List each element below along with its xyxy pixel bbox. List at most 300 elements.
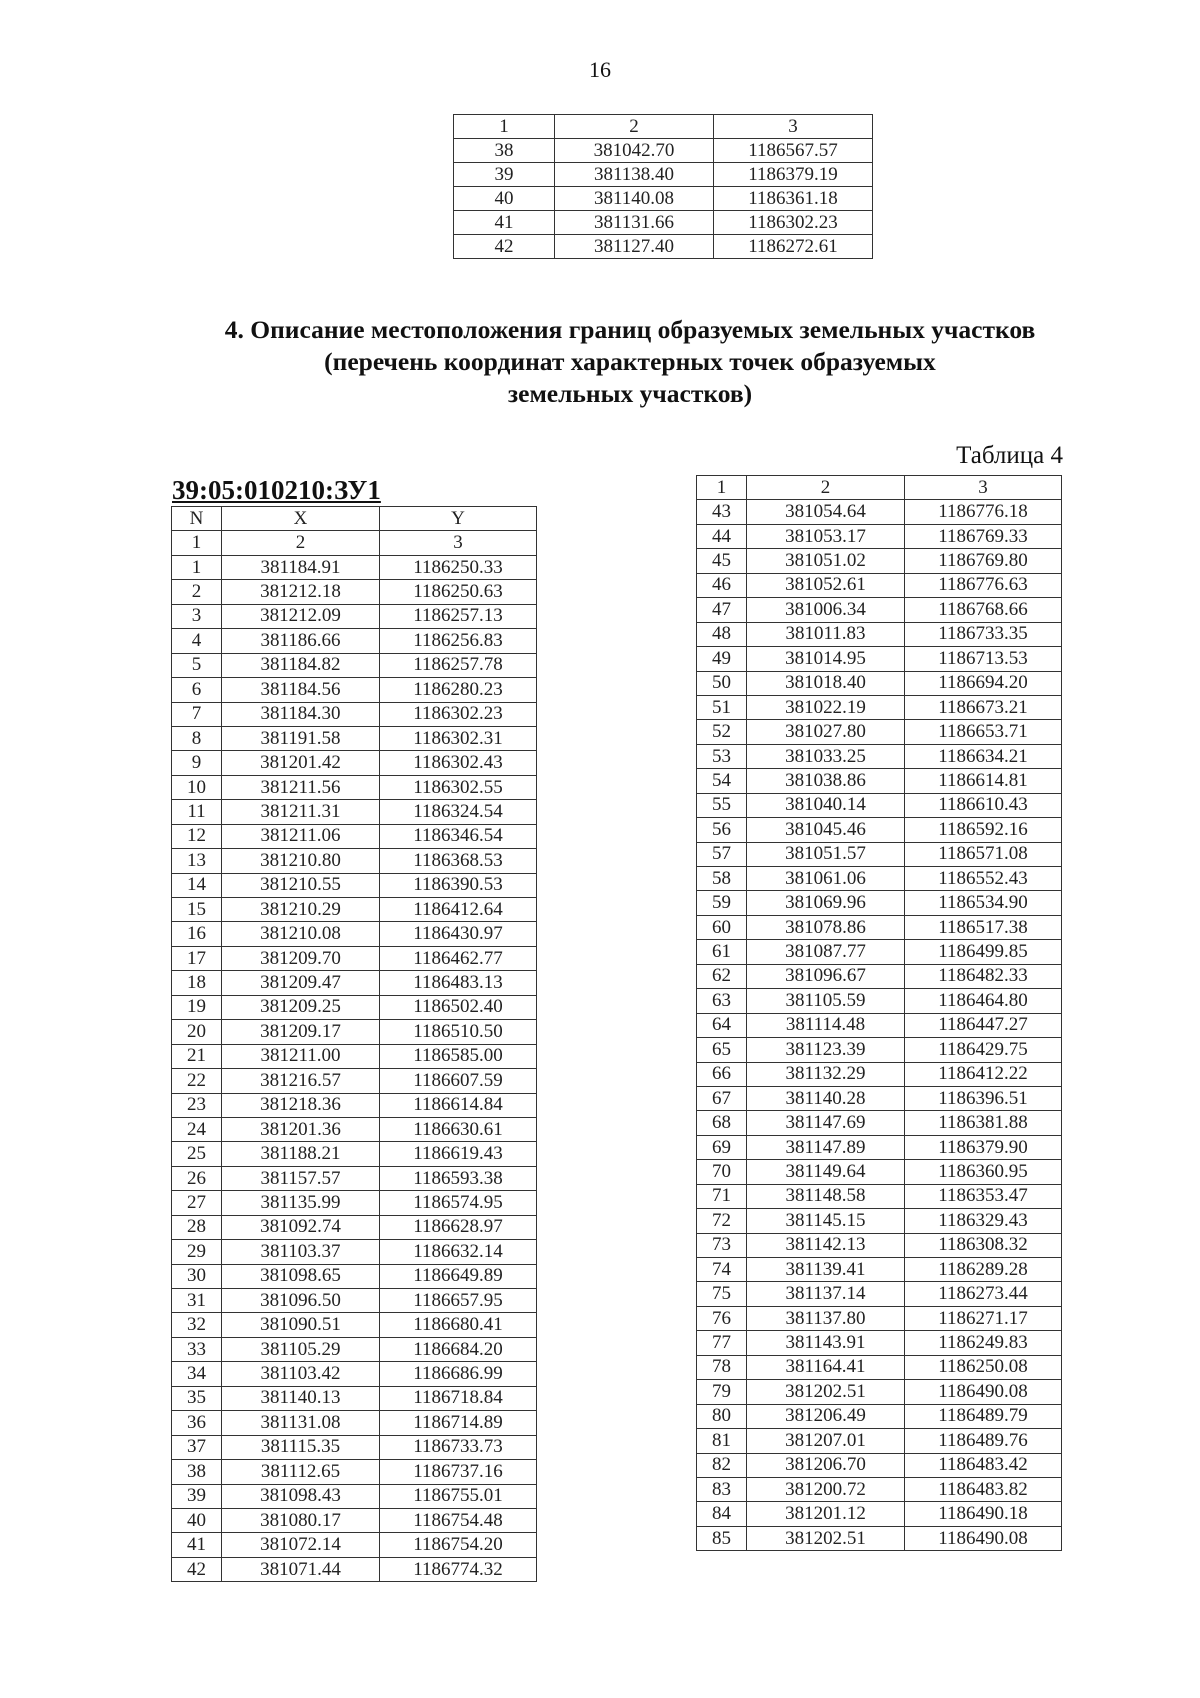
- table-cell: 1186776.63: [905, 573, 1062, 597]
- table-cell: 1186289.28: [905, 1258, 1062, 1282]
- table-row: [172, 1044, 537, 1068]
- table-cell: 40: [454, 187, 555, 211]
- table-row: [697, 989, 1062, 1013]
- table-row: [172, 1533, 537, 1557]
- table-cell: 381014.95: [747, 647, 905, 671]
- table-cell: 381069.96: [747, 891, 905, 915]
- table-row: [697, 1477, 1062, 1501]
- table-row: [697, 671, 1062, 695]
- table-cell: 75: [697, 1282, 747, 1306]
- table-row: [697, 940, 1062, 964]
- table-cell: 1: [697, 476, 747, 500]
- table-row: [697, 1209, 1062, 1233]
- table-row: [697, 1429, 1062, 1453]
- table-row: [697, 1160, 1062, 1184]
- table-cell: 381115.35: [222, 1435, 380, 1459]
- table-cell: 1186737.16: [380, 1460, 537, 1484]
- table-cell: 1186534.90: [905, 891, 1062, 915]
- table-cell: 1186571.08: [905, 842, 1062, 866]
- table-cell: 1186353.47: [905, 1184, 1062, 1208]
- table-cell: 82: [697, 1453, 747, 1477]
- table-cell: 1186769.80: [905, 549, 1062, 573]
- table-cell: 54: [697, 769, 747, 793]
- table-cell: 1186634.21: [905, 744, 1062, 768]
- table-cell: 381216.57: [222, 1069, 380, 1093]
- table-row: [697, 1282, 1062, 1306]
- table-row: [172, 702, 537, 726]
- table-cell: 1186329.43: [905, 1209, 1062, 1233]
- table-row: [697, 891, 1062, 915]
- table-cell: 381033.25: [747, 744, 905, 768]
- table-cell: 381211.31: [222, 800, 380, 824]
- table-cell: 34: [172, 1362, 222, 1386]
- table-cell: 381209.70: [222, 946, 380, 970]
- table-cell: 73: [697, 1233, 747, 1257]
- table-cell: 46: [697, 573, 747, 597]
- table-cell: 1186257.78: [380, 653, 537, 677]
- table-cell: 1186308.32: [905, 1233, 1062, 1257]
- table-cell: 19: [172, 995, 222, 1019]
- table-cell: 381092.74: [222, 1215, 380, 1239]
- table-row: [697, 524, 1062, 548]
- section-heading-line: (перечень координат характерных точек образуемых: [324, 347, 936, 376]
- table-cell: 81: [697, 1429, 747, 1453]
- table-cell: 1186489.79: [905, 1404, 1062, 1428]
- table-row: [697, 1355, 1062, 1379]
- table-row: [697, 1086, 1062, 1110]
- table-cell: 63: [697, 989, 747, 1013]
- table-cell: 29: [172, 1240, 222, 1264]
- table-cell: 49: [697, 647, 747, 671]
- table-cell: 1186346.54: [380, 824, 537, 848]
- table-cell: 79: [697, 1380, 747, 1404]
- table-cell: 57: [697, 842, 747, 866]
- table-cell: 1186490.08: [905, 1526, 1062, 1550]
- table-cell: 80: [697, 1404, 747, 1428]
- table-row: [697, 1135, 1062, 1159]
- table-cell: 36: [172, 1411, 222, 1435]
- table-cell: 381218.36: [222, 1093, 380, 1117]
- table-cell: 39: [172, 1484, 222, 1508]
- table-cell: 381096.67: [747, 964, 905, 988]
- table-cell: 5: [172, 653, 222, 677]
- table-cell: 1186733.73: [380, 1435, 537, 1459]
- table-cell: 381051.02: [747, 549, 905, 573]
- table-cell: 14: [172, 873, 222, 897]
- table-cell: 76: [697, 1306, 747, 1330]
- table-cell: 1186754.20: [380, 1533, 537, 1557]
- table-row: [697, 622, 1062, 646]
- table-cell: 381210.55: [222, 873, 380, 897]
- table-row: [172, 1264, 537, 1288]
- table-cell: 1186610.43: [905, 793, 1062, 817]
- table-cell: 381138.40: [555, 163, 714, 187]
- table-cell: 381103.37: [222, 1240, 380, 1264]
- table-cell: 68: [697, 1111, 747, 1135]
- table-cell: 381051.57: [747, 842, 905, 866]
- table-cell: 26: [172, 1166, 222, 1190]
- table-cell: 6: [172, 678, 222, 702]
- table-cell: 1186714.89: [380, 1411, 537, 1435]
- table-cell: 1186769.33: [905, 524, 1062, 548]
- table-cell: 58: [697, 867, 747, 891]
- table-cell: 1186256.83: [380, 629, 537, 653]
- table-cell: 1186272.61: [714, 235, 873, 259]
- table-cell: 381038.86: [747, 769, 905, 793]
- table-row: [697, 1013, 1062, 1037]
- table-cell: 74: [697, 1258, 747, 1282]
- table-cell: 1186381.88: [905, 1111, 1062, 1135]
- table-cell: 1186684.20: [380, 1337, 537, 1361]
- table-row: [697, 1526, 1062, 1550]
- table-row: [172, 1386, 537, 1410]
- table-cell: 1: [172, 531, 222, 555]
- table-cell: 381148.58: [747, 1184, 905, 1208]
- table-cell: 381201.36: [222, 1117, 380, 1141]
- table-cell: 1186552.43: [905, 867, 1062, 891]
- section-heading: [150, 314, 1110, 410]
- table-cell: 1186396.51: [905, 1086, 1062, 1110]
- table-row: [697, 964, 1062, 988]
- table-cell: 381149.64: [747, 1160, 905, 1184]
- table-cell: 381078.86: [747, 915, 905, 939]
- table-cell: 1186360.95: [905, 1160, 1062, 1184]
- table-cell: 381210.29: [222, 898, 380, 922]
- table-cell: 381147.69: [747, 1111, 905, 1135]
- table-cell: 381191.58: [222, 726, 380, 750]
- table-cell: 1186430.97: [380, 922, 537, 946]
- table-cell: 48: [697, 622, 747, 646]
- table-cell: 1186273.44: [905, 1282, 1062, 1306]
- table-cell: 1186653.71: [905, 720, 1062, 744]
- table-cell: 38: [454, 139, 555, 163]
- table-row: [697, 549, 1062, 573]
- section-heading-line: земельных участков): [507, 379, 753, 408]
- table-row: [172, 1240, 537, 1264]
- table-cell: 67: [697, 1086, 747, 1110]
- table-cell: 1186614.84: [380, 1093, 537, 1117]
- table-row: [172, 775, 537, 799]
- table-row: [172, 1093, 537, 1117]
- table-cell: 381184.56: [222, 678, 380, 702]
- table-cell: 78: [697, 1355, 747, 1379]
- table-cell: 381184.91: [222, 555, 380, 579]
- table-cell: 381080.17: [222, 1508, 380, 1532]
- table-cell: 1186593.38: [380, 1166, 537, 1190]
- table-row: [454, 139, 873, 163]
- table-cell: 1186482.33: [905, 964, 1062, 988]
- table-cell: 381027.80: [747, 720, 905, 744]
- table-row: [697, 744, 1062, 768]
- table-cell: 381105.59: [747, 989, 905, 1013]
- table-cell: 381054.64: [747, 500, 905, 524]
- table-cell: 381188.21: [222, 1142, 380, 1166]
- table-row: [172, 946, 537, 970]
- parcel-id: 39:05:010210:ЗУ1: [172, 475, 381, 505]
- table-cell: 1186412.22: [905, 1062, 1062, 1086]
- table-cell: 381210.80: [222, 849, 380, 873]
- table-cell: 1186447.27: [905, 1013, 1062, 1037]
- table-cell: 2: [172, 580, 222, 604]
- table-cell: 2: [555, 115, 714, 139]
- table-cell: 381186.66: [222, 629, 380, 653]
- table-cell: 70: [697, 1160, 747, 1184]
- table-cell: 1186462.77: [380, 946, 537, 970]
- table-cell: 1186754.48: [380, 1508, 537, 1532]
- table-cell: 62: [697, 964, 747, 988]
- table-cell: 1186390.53: [380, 873, 537, 897]
- table-cell: 1186250.63: [380, 580, 537, 604]
- table-cell: 1186632.14: [380, 1240, 537, 1264]
- table-cell: 41: [454, 211, 555, 235]
- table-cell: 1: [172, 555, 222, 579]
- table-cell: 27: [172, 1191, 222, 1215]
- table-cell: 381184.82: [222, 653, 380, 677]
- table-cell: 3: [714, 115, 873, 139]
- table-cell: 1186412.64: [380, 898, 537, 922]
- table-cell: 10: [172, 775, 222, 799]
- table-cell: 1186271.17: [905, 1306, 1062, 1330]
- table-cell: 42: [172, 1557, 222, 1581]
- table-cell: 85: [697, 1526, 747, 1550]
- table-header-row: [172, 507, 537, 531]
- table-cell: 381052.61: [747, 573, 905, 597]
- parcel-coordinates-table-left: [171, 506, 537, 1582]
- table-cell: 1186713.53: [905, 647, 1062, 671]
- table-cell: 45: [697, 549, 747, 573]
- table-cell: 381140.08: [555, 187, 714, 211]
- table-cell: 381053.17: [747, 524, 905, 548]
- table-cell: 33: [172, 1337, 222, 1361]
- table-cell: 8: [172, 726, 222, 750]
- table-cell: 1186464.80: [905, 989, 1062, 1013]
- table-cell: 381006.34: [747, 598, 905, 622]
- table-cell: 1186614.81: [905, 769, 1062, 793]
- table-row: [172, 1362, 537, 1386]
- table-cell: 32: [172, 1313, 222, 1337]
- table-cell: 1186510.50: [380, 1020, 537, 1044]
- table-cell: 1186429.75: [905, 1038, 1062, 1062]
- table-cell: 381140.28: [747, 1086, 905, 1110]
- table-cell: 381184.30: [222, 702, 380, 726]
- table-cell: 2: [747, 476, 905, 500]
- table-cell: 381139.41: [747, 1258, 905, 1282]
- table-cell: 381209.17: [222, 1020, 380, 1044]
- table-cell: 1186628.97: [380, 1215, 537, 1239]
- table-cell: 381200.72: [747, 1477, 905, 1501]
- table-cell: 12: [172, 824, 222, 848]
- table-cell: 1186607.59: [380, 1069, 537, 1093]
- table-row: [172, 898, 537, 922]
- table-cell: 66: [697, 1062, 747, 1086]
- table-row: [172, 1484, 537, 1508]
- table-cell: 381202.51: [747, 1380, 905, 1404]
- table-row: [172, 1166, 537, 1190]
- table-cell: 1186257.13: [380, 604, 537, 628]
- table-cell: 381071.44: [222, 1557, 380, 1581]
- table-row: [697, 1380, 1062, 1404]
- table-row: [697, 1258, 1062, 1282]
- table-cell: 381103.42: [222, 1362, 380, 1386]
- table-row: [172, 1557, 537, 1581]
- table-cell: 1186368.53: [380, 849, 537, 873]
- table-cell: 381147.89: [747, 1135, 905, 1159]
- table-cell: 18: [172, 971, 222, 995]
- table-cell: 59: [697, 891, 747, 915]
- table-cell: 31: [172, 1289, 222, 1313]
- table-row: [697, 842, 1062, 866]
- page-number: 16: [589, 57, 611, 82]
- table-cell: 1186657.95: [380, 1289, 537, 1313]
- table-cell: 1186630.61: [380, 1117, 537, 1141]
- table-row: [697, 915, 1062, 939]
- table-cell: 1186502.40: [380, 995, 537, 1019]
- table-cell: 2: [222, 531, 380, 555]
- table-cell: 84: [697, 1502, 747, 1526]
- table-cell: 381164.41: [747, 1355, 905, 1379]
- table-cell: 1186718.84: [380, 1386, 537, 1410]
- table-cell: 21: [172, 1044, 222, 1068]
- right-table-body: [697, 476, 1062, 1551]
- table-cell: 20: [172, 1020, 222, 1044]
- table-cell: 1186680.41: [380, 1313, 537, 1337]
- table-cell: 1186592.16: [905, 818, 1062, 842]
- continued-table-body: [454, 115, 873, 259]
- table-cell: 1186774.32: [380, 1557, 537, 1581]
- table-row: [172, 678, 537, 702]
- table-cell: 28: [172, 1215, 222, 1239]
- table-row: [697, 1038, 1062, 1062]
- table-cell: X: [222, 507, 380, 531]
- table-cell: 1186302.31: [380, 726, 537, 750]
- table-row: [697, 1404, 1062, 1428]
- table-row: [697, 1062, 1062, 1086]
- table-cell: 11: [172, 800, 222, 824]
- table-cell: 65: [697, 1038, 747, 1062]
- table-cell: 1186280.23: [380, 678, 537, 702]
- table-row: [454, 235, 873, 259]
- table-cell: 51: [697, 695, 747, 719]
- table-cell: 381061.06: [747, 867, 905, 891]
- table-cell: 64: [697, 1013, 747, 1037]
- table-cell: 381137.80: [747, 1306, 905, 1330]
- table-cell: 71: [697, 1184, 747, 1208]
- continued-coordinates-table: [453, 114, 873, 259]
- table-cell: 381142.13: [747, 1233, 905, 1257]
- table-cell: 17: [172, 946, 222, 970]
- table-cell: N: [172, 507, 222, 531]
- table-cell: 381212.09: [222, 604, 380, 628]
- table-row: [172, 604, 537, 628]
- table-cell: 25: [172, 1142, 222, 1166]
- table-row: [172, 995, 537, 1019]
- table-cell: 381140.13: [222, 1386, 380, 1410]
- table-header-row: [697, 476, 1062, 500]
- table-row: [697, 793, 1062, 817]
- table-row: [697, 1184, 1062, 1208]
- table-cell: 381143.91: [747, 1331, 905, 1355]
- table-cell: 1186567.57: [714, 139, 873, 163]
- table-cell: 16: [172, 922, 222, 946]
- table-cell: Y: [380, 507, 537, 531]
- table-cell: 381131.66: [555, 211, 714, 235]
- table-cell: 1186619.43: [380, 1142, 537, 1166]
- parcel-coordinates-table-right: [696, 475, 1062, 1551]
- table-cell: 1186489.76: [905, 1429, 1062, 1453]
- table-cell: 41: [172, 1533, 222, 1557]
- section-heading-line: 4. Описание местоположения границ образуемых земельных участков: [224, 315, 1036, 344]
- table-cell: 24: [172, 1117, 222, 1141]
- table-cell: 44: [697, 524, 747, 548]
- table-cell: 381145.15: [747, 1209, 905, 1233]
- table-cell: 381131.08: [222, 1411, 380, 1435]
- table-cell: 381127.40: [555, 235, 714, 259]
- table-cell: 1186379.90: [905, 1135, 1062, 1159]
- table-cell: 381206.70: [747, 1453, 905, 1477]
- table-row: [172, 800, 537, 824]
- table-row: [172, 1435, 537, 1459]
- table-cell: 1186768.66: [905, 598, 1062, 622]
- table-cell: 381022.19: [747, 695, 905, 719]
- table-cell: 381135.99: [222, 1191, 380, 1215]
- table-cell: 1186379.19: [714, 163, 873, 187]
- table-row: [697, 695, 1062, 719]
- table-cell: 381042.70: [555, 139, 714, 163]
- table-cell: 77: [697, 1331, 747, 1355]
- table-row: [172, 1117, 537, 1141]
- table-cell: 55: [697, 793, 747, 817]
- table-row: [172, 555, 537, 579]
- table-row: [697, 1502, 1062, 1526]
- table-cell: 1186250.33: [380, 555, 537, 579]
- table-row: [172, 1142, 537, 1166]
- table-cell: 40: [172, 1508, 222, 1532]
- table-cell: 1186490.08: [905, 1380, 1062, 1404]
- table-caption: Таблица 4: [956, 442, 1063, 469]
- table-row: [697, 769, 1062, 793]
- table-row: [697, 1306, 1062, 1330]
- table-row: [697, 598, 1062, 622]
- table-row: [172, 1289, 537, 1313]
- table-cell: 381098.65: [222, 1264, 380, 1288]
- table-cell: 381211.06: [222, 824, 380, 848]
- table-cell: 1186302.55: [380, 775, 537, 799]
- table-cell: 381210.08: [222, 922, 380, 946]
- table-cell: 381157.57: [222, 1166, 380, 1190]
- table-cell: 3: [380, 531, 537, 555]
- table-row: [697, 647, 1062, 671]
- table-cell: 61: [697, 940, 747, 964]
- table-cell: 47: [697, 598, 747, 622]
- table-row: [172, 1020, 537, 1044]
- table-cell: 53: [697, 744, 747, 768]
- table-cell: 381206.49: [747, 1404, 905, 1428]
- table-cell: 1186490.18: [905, 1502, 1062, 1526]
- table-cell: 50: [697, 671, 747, 695]
- table-row: [172, 1337, 537, 1361]
- table-header-row: [454, 115, 873, 139]
- table-cell: 22: [172, 1069, 222, 1093]
- table-cell: 3: [905, 476, 1062, 500]
- table-row: [697, 867, 1062, 891]
- table-row: [697, 1453, 1062, 1477]
- table-cell: 381114.48: [747, 1013, 905, 1037]
- table-cell: 83: [697, 1477, 747, 1501]
- table-cell: 4: [172, 629, 222, 653]
- table-cell: 1186499.85: [905, 940, 1062, 964]
- table-cell: 38: [172, 1460, 222, 1484]
- table-cell: 43: [697, 500, 747, 524]
